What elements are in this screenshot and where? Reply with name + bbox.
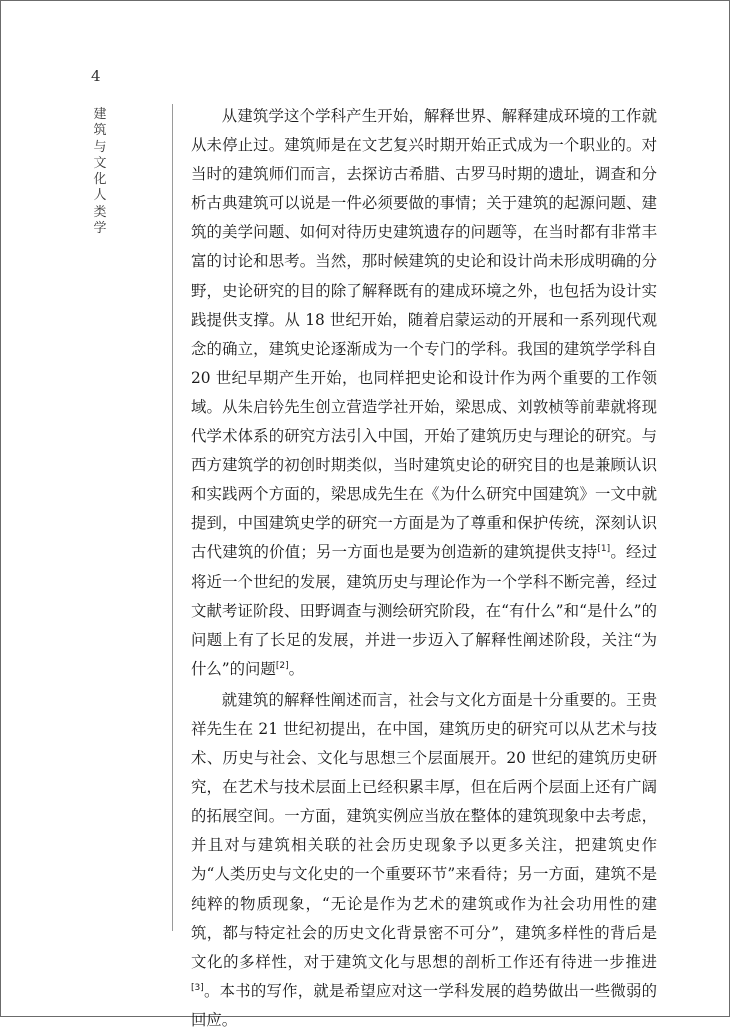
citation-ref: [2] xyxy=(275,660,289,671)
running-head-char: 文 xyxy=(93,155,107,171)
margin-rule xyxy=(172,104,173,931)
paragraph-2 xyxy=(191,686,657,1035)
text-run: 。本书的写作，就是希望应对这一学科发展的趋势做出一些微弱的回应。 xyxy=(191,981,657,1029)
running-head-char: 类 xyxy=(93,204,107,220)
running-head-char: 人 xyxy=(93,188,107,204)
body-text xyxy=(191,102,657,1035)
citation-ref: [3] xyxy=(191,982,204,993)
running-head-char: 学 xyxy=(93,221,107,237)
running-head-char: 与 xyxy=(93,139,107,155)
running-head-char: 筑 xyxy=(93,123,107,139)
text-run: 从建筑学这个学科产生开始，解释世界、解释建成环境的工作就从未停止过。建筑师是在文艺复兴时期开始正式成为一个职业的。对当时的建筑师们而言，去探访古希腊、古罗马时期的遗址，调查和分析古典建筑可以说是一件必须要做的事情；关于建筑的起源问题、建筑的美学问题、如何对待历史建筑遗存的问题等，在当时都有非常丰富的讨论和思考。当然，那时候建筑的史论和设计尚未形成明确的分野，史论研究的目的除了解释既有的建成环境之外，也包括为设计实践提供支撑。从 18 世纪开始，随着启蒙运动的开展和一系列现代观念的确立，建筑史论逐渐成为一个专门的学科。我国的建筑学学科自 20 世纪早期产生开始，也同样把史论和设计作为两个重要的工作领域。从朱启钤先生创立营造学社开始，梁思成、刘敦桢等前辈就将现代学术体系的研究方法引入中国，开始了建筑历史与理论的研究。与西方建筑学的初创时期类似，当时建筑史论的研究目的也是兼顾认识和实践两个方面的，梁思成先生在《为什么研究中国建筑》一文中就提到，中国建筑史学的研究一方面是为了尊重和保护传统，深刻认识古代建筑的价值；另一方面也是要为创造新的建筑提供支持 xyxy=(191,107,657,562)
running-head-vertical xyxy=(92,107,108,237)
paragraph-1 xyxy=(191,102,657,684)
running-head-char: 化 xyxy=(93,172,107,188)
text-run: 就建筑的解释性阐述而言，社会与文化方面是十分重要的。王贵祥先生在 21 世纪初提出，在中国，建筑历史的研究可以从艺术与技术、历史与社会、文化与思想三个层面展开。20 世纪的建筑历史研究，在艺术与技术层面上已经积累丰厚，但在后两个层面上还有广阔的拓展空间。一方面，建筑实例应当放在整体的建筑现象中去考虑，并且对与建筑相关联的社会历史现象予以更多关注，把建筑史作为“人类历史与文化史的一个重要环节”来看待；另一方面，建筑不是纯粹的物质现象，“无论是作为艺术的建筑或作为社会功用性的建筑，都与特定社会的历史文化背景密不可分”，建筑多样性的背后是文化的多样性，对于建筑文化与思想的剖析工作还有待进一步推进 xyxy=(191,690,657,971)
page-number: 4 xyxy=(91,67,101,85)
text-run: 。 xyxy=(288,659,304,678)
text-run: 。经过将近一个世纪的发展，建筑历史与理论作为一个学科不断完善，经过文献考证阶段、田野调查与测绘研究阶段，在“有什么”和“是什么”的问题上有了长足的发展，并进一步迈入了解释性阐述阶段，关注“为什么”的问题 xyxy=(191,543,657,678)
citation-ref: [1] xyxy=(597,544,611,555)
running-head-char: 建 xyxy=(93,107,107,122)
